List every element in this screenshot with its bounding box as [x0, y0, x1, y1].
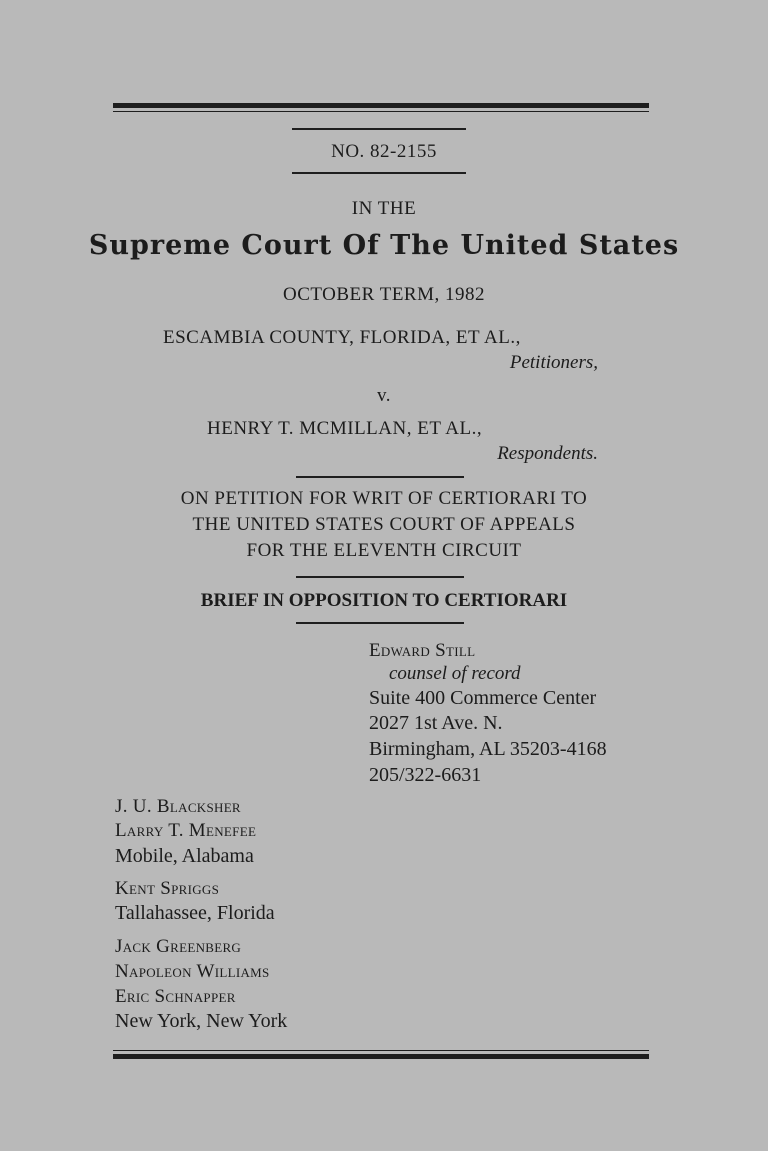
attorney-name: Napoleon Williams: [115, 961, 270, 982]
petitioner-role: Petitioners,: [509, 352, 598, 373]
attorney-name: Larry T. Menefee: [115, 820, 257, 841]
attorney-name: Jack Greenberg: [115, 936, 242, 957]
counsel-address-1: Suite 400 Commerce Center: [369, 687, 597, 709]
term: OCTOBER TERM, 1982: [282, 284, 485, 305]
attorney-city: Tallahassee, Florida: [115, 902, 275, 924]
bottom-double-rule-thin: [113, 1050, 649, 1051]
attorney-city: Mobile, Alabama: [115, 845, 254, 867]
top-double-rule-thick: [113, 103, 649, 108]
respondent-name: HENRY T. MCMILLAN, ET AL.,: [207, 418, 483, 439]
counsel-phone: 205/322-6631: [369, 764, 482, 786]
attorney-name: J. U. Blacksher: [115, 796, 241, 817]
versus: v.: [376, 385, 392, 406]
respondent-role: Respondents.: [497, 443, 598, 464]
attorney-name: Kent Spriggs: [115, 878, 220, 899]
docket-number: NO. 82-2155: [331, 141, 437, 162]
attorney-name: Eric Schnapper: [115, 986, 236, 1007]
petition-line-1: ON PETITION FOR WRIT OF CERTIORARI TO: [180, 488, 588, 509]
counsel-name: Edward Still: [369, 640, 476, 661]
counsel-role: counsel of record: [389, 663, 521, 684]
in-the-label: IN THE: [351, 198, 417, 219]
section-rule-3: [296, 622, 464, 624]
attorney-city: New York, New York: [115, 1010, 288, 1032]
petition-line-2: THE UNITED STATES COURT OF APPEALS: [192, 514, 576, 535]
bottom-double-rule-thick: [113, 1054, 649, 1059]
brief-title: BRIEF IN OPPOSITION TO CERTIORARI: [200, 590, 568, 611]
counsel-address-3: Birmingham, AL 35203-4168: [369, 738, 607, 760]
petitioner-name: ESCAMBIA COUNTY, FLORIDA, ET AL.,: [163, 327, 521, 348]
docket-rule-below: [292, 172, 466, 174]
court-name: Supreme Court Of The United States: [88, 230, 680, 261]
section-rule-1: [296, 476, 464, 478]
top-double-rule-thin: [113, 111, 649, 112]
counsel-address-2: 2027 1st Ave. N.: [369, 712, 503, 734]
petition-line-3: FOR THE ELEVENTH CIRCUIT: [246, 540, 522, 561]
docket-rule-above: [292, 128, 466, 130]
section-rule-2: [296, 576, 464, 578]
